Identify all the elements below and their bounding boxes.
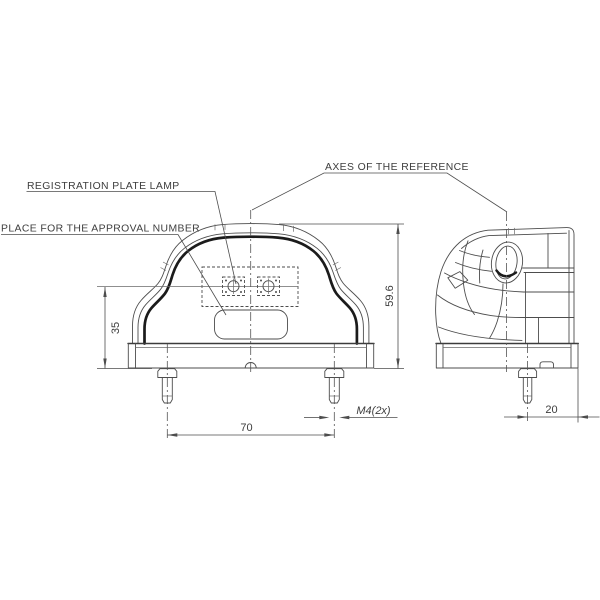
annotations bbox=[1, 162, 507, 315]
dim-59-arrow-top bbox=[396, 224, 399, 234]
dim-35-text: 35 bbox=[110, 321, 122, 335]
socket-right-dot bbox=[260, 291, 262, 293]
lens-ellipse-outer bbox=[489, 240, 525, 285]
side-contour-band-a-right bbox=[523, 268, 575, 273]
socket-right-dot bbox=[260, 280, 262, 282]
side-contour-vertical-curve-1 bbox=[463, 241, 475, 315]
socket-right-dot bbox=[275, 291, 277, 293]
dim-20-arrow-left bbox=[518, 415, 528, 418]
side-contour-vertical-curve-2 bbox=[479, 250, 483, 283]
side-view bbox=[436, 212, 579, 423]
dim-70-text: 70 bbox=[240, 422, 253, 434]
socket-left-dot bbox=[240, 291, 242, 293]
side-base-tab bbox=[540, 362, 554, 368]
side-contour-band-e bbox=[439, 327, 523, 340]
dim-stud-spacing bbox=[167, 422, 334, 437]
label-axes-of-the-reference: AXES OF THE REFERENCE bbox=[325, 162, 469, 173]
dimensions bbox=[97, 224, 600, 437]
dim-59-arrow-bottom bbox=[396, 359, 399, 369]
side-contour-band-c bbox=[438, 295, 575, 318]
side-under-lens-curve bbox=[490, 284, 504, 338]
dim-70-arrow-left bbox=[167, 433, 177, 436]
dim-20-text: 20 bbox=[545, 404, 558, 416]
front-view bbox=[97, 210, 374, 441]
side-facet-quad bbox=[448, 272, 468, 289]
leader-axes-of-the-reference bbox=[252, 173, 507, 212]
dim-20-arrow-right bbox=[578, 415, 588, 418]
dim-59-text: 59.6 bbox=[384, 285, 396, 307]
side-outer-profile bbox=[436, 228, 574, 344]
dim-m4-text: M4(2x) bbox=[356, 405, 391, 417]
dim-m4-arrow-left bbox=[319, 416, 329, 419]
label-place-for-approval-number: PLACE FOR THE APPROVAL NUMBER bbox=[1, 223, 201, 235]
dim-35-arrow-top bbox=[103, 287, 106, 297]
socket-right-dot bbox=[275, 280, 277, 282]
dim-stud-thread bbox=[304, 405, 398, 419]
side-contour-band-a bbox=[456, 263, 492, 272]
socket-left-dot bbox=[240, 280, 242, 282]
dim-m4-arrow-right bbox=[339, 416, 349, 419]
label-registration-plate-lamp: REGISTRATION PLATE LAMP bbox=[27, 181, 180, 192]
side-top-inner-line bbox=[490, 233, 567, 235]
dim-35-arrow-bottom bbox=[103, 359, 106, 369]
dim-70-arrow-right bbox=[324, 433, 334, 436]
socket-left-dot bbox=[225, 291, 227, 293]
socket-left-dot bbox=[225, 280, 227, 282]
